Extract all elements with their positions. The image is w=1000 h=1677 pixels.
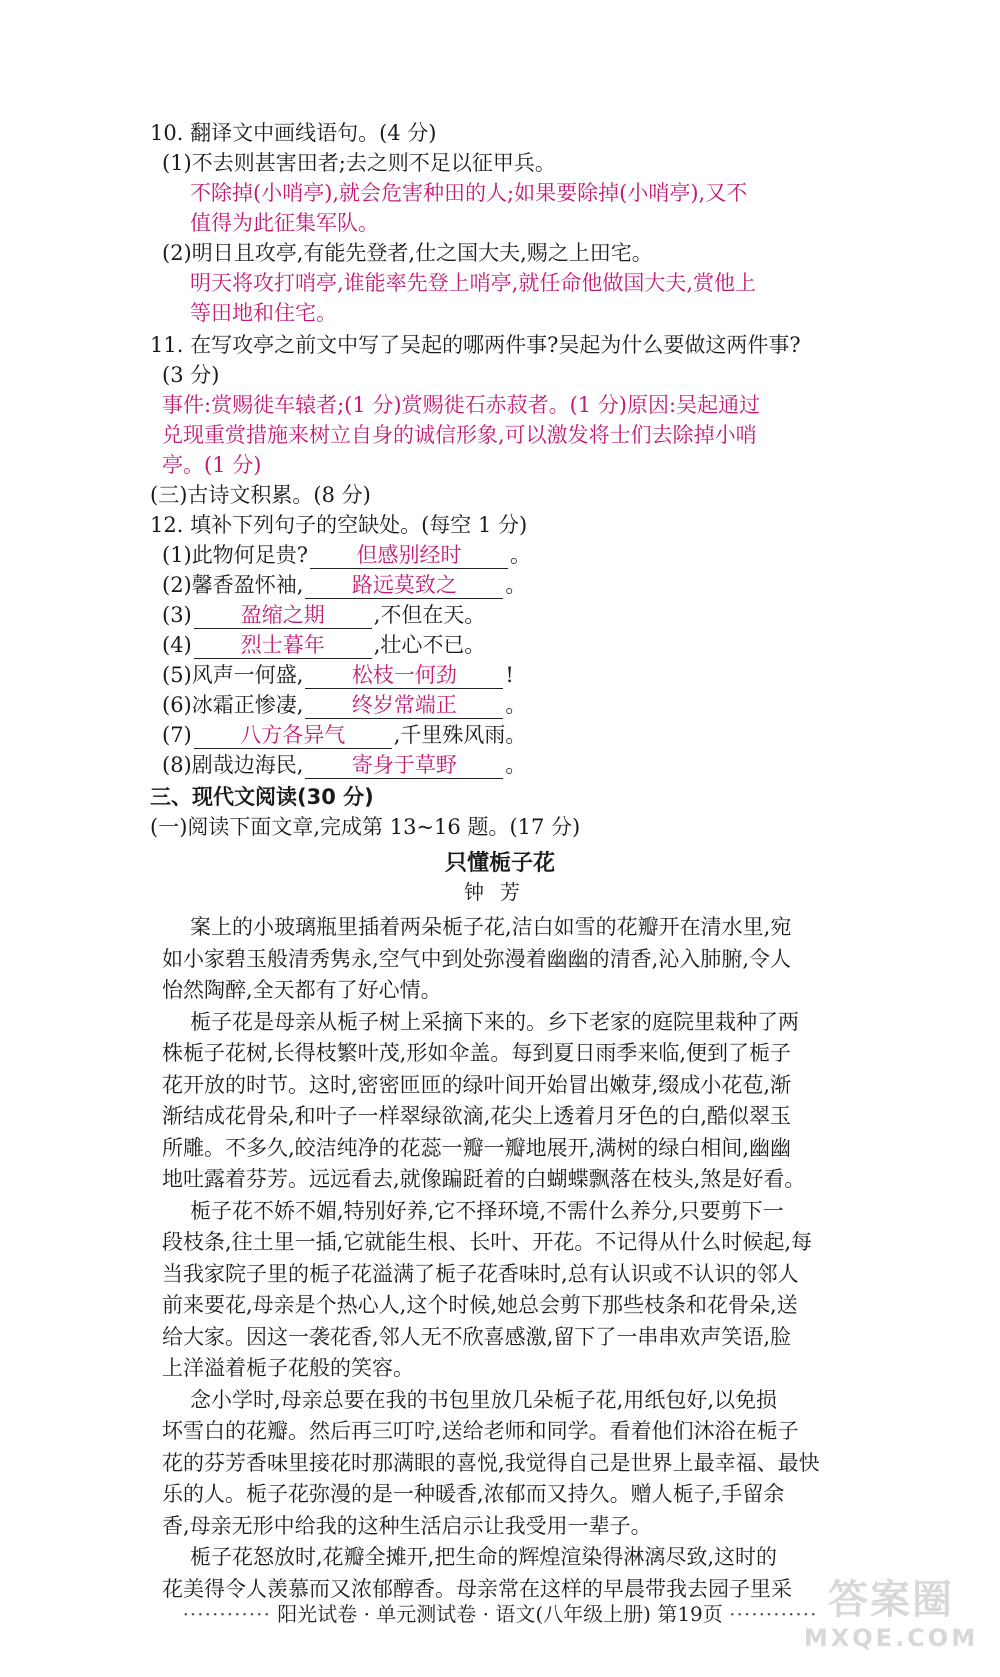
footer-dots: ············	[182, 1602, 271, 1626]
q11-answer-line-3: 亭。(1 分)	[162, 453, 262, 477]
article-line: 花美得令人羡慕而又浓郁醇香。母亲常在这样的早晨带我去园子里采	[162, 1576, 792, 1601]
q11-prompt-line-2: (3 分)	[162, 363, 220, 387]
article-line: 给大家。因这一袭花香,邻人无不欣喜感激,留下了一串串欢声笑语,脸	[162, 1324, 792, 1349]
article-author: 钟芳	[464, 880, 536, 904]
article-line: 株栀子花树,长得枝繁叶茂,形如伞盖。每到夏日雨季来临,便到了栀子	[162, 1041, 792, 1065]
q10-answer-2-line-2: 等田地和住宅。	[190, 301, 337, 325]
article-line: 花的芬芳香味里接花时那满眼的喜悦,我觉得自己是世界上最幸福、最快	[162, 1450, 820, 1475]
q12-item-prefix: (3)	[162, 603, 192, 627]
article-line: 念小学时,母亲总要在我的书包里放几朵栀子花,用纸包好,以免损	[190, 1387, 778, 1412]
q10-sentence-1: (1)不去则甚害田者;去之则不足以征甲兵。	[162, 151, 556, 175]
article-line: 栀子花是母亲从栀子树上采摘下来的。乡下老家的庭院里栽种了两	[190, 1009, 799, 1034]
fill-blank: 松枝一何劲	[305, 662, 503, 689]
article-line: 花开放的时节。这时,密密匝匝的绿叶间开始冒出嫩芽,缀成小花苞,渐	[162, 1072, 792, 1097]
q12-item	[162, 600, 485, 630]
article-line: 栀子花不娇不媚,特别好养,它不择环境,不需什么养分,只要剪下一	[190, 1198, 784, 1223]
article-line: 前来要花,母亲是个热心人,这个时候,她总会剪下那些枝条和花骨朵,送	[162, 1293, 798, 1317]
q12-item-suffix: 。	[505, 573, 527, 597]
footer-text: 阳光试卷 · 单元测试卷 · 语文(八年级上册) 第19页	[277, 1602, 723, 1626]
q12-item	[162, 570, 526, 600]
q12-item	[162, 540, 531, 570]
article-line: 地吐露着芬芳。远远看去,就像蹁跹着的白蝴蝶飘落在枝头,煞是好看。	[162, 1167, 806, 1191]
q10-prompt: 10. 翻译文中画线语句。(4 分)	[150, 121, 437, 145]
watermark-url: MXQE.COM	[803, 1624, 979, 1652]
q12-item-suffix: ,不但在天。	[373, 603, 486, 627]
q10-answer-1-line-2: 值得为此征集军队。	[190, 211, 379, 235]
article-line: 段枝条,往土里一插,它就能生根、长叶、开花。不记得从什么时候起,每	[162, 1230, 813, 1254]
article-line: 栀子花怒放时,花瓣全摊开,把生命的辉煌渲染得淋漓尽致,这时的	[190, 1545, 778, 1569]
q12-prompt: 12. 填补下列句子的空缺处。(每空 1 分)	[150, 513, 528, 537]
fill-blank: 路远莫致之	[305, 572, 503, 599]
article-line: 香,母亲无形中给我的这种生活启示让我受用一辈子。	[162, 1513, 652, 1538]
watermark-text: 答案圈	[828, 1577, 954, 1623]
q12-item	[162, 750, 526, 780]
fill-blank: 烈士暮年	[194, 632, 372, 659]
article-line: 渐结成花骨朵,和叶子一样翠绿欲滴,花尖上透着月牙色的白,酷似翠玉	[162, 1104, 792, 1128]
fill-blank: 但感别经时	[310, 542, 508, 569]
q12-item	[162, 720, 526, 750]
q12-item-suffix: 。	[505, 753, 527, 777]
q12-item-prefix: (8)剧哉边海民,	[162, 753, 304, 777]
q12-item-suffix: !	[505, 663, 514, 687]
article-line: 乐的人。栀子花弥漫的是一种暖香,浓郁而又持久。赠人栀子,手留余	[162, 1482, 785, 1506]
article-line: 上洋溢着栀子花般的笑容。	[162, 1356, 414, 1380]
q10-sentence-2: (2)明日且攻亭,有能先登者,仕之国大夫,赐之上田宅。	[162, 241, 653, 265]
q12-item-prefix: (1)此物何足贵?	[162, 543, 309, 567]
article-line: 坏雪白的花瓣。然后再三叮咛,送给老师和同学。看着他们沐浴在栀子	[162, 1419, 799, 1443]
q10-answer-1-line-1: 不除掉(小哨亭),就会危害种田的人;如果要除掉(小哨亭),又不	[190, 181, 748, 205]
part-heading: 三、现代文阅读(30 分)	[150, 785, 374, 809]
fill-blank: 八方各异气	[194, 722, 392, 749]
article-line: 如小家碧玉般清秀隽永,空气中到处弥漫着幽幽的清香,沁入肺腑,令人	[162, 946, 792, 971]
footer-dots: ············	[729, 1602, 818, 1626]
watermark-logo	[796, 1577, 986, 1667]
q11-answer-line-2: 兑现重赏措施来树立自身的诚信形象,可以激发将士们去除掉小哨	[162, 423, 757, 447]
q12-item	[162, 660, 514, 690]
q12-item-prefix: (7)	[162, 723, 192, 747]
q12-item	[162, 690, 526, 720]
article-line: 怡然陶醉,全天都有了好心情。	[162, 978, 442, 1002]
q12-item-suffix: 。	[510, 543, 532, 567]
fill-blank: 盈缩之期	[194, 602, 372, 629]
article-line: 案上的小玻璃瓶里插着两朵栀子花,洁白如雪的花瓣开在清水里,宛	[190, 915, 792, 939]
reading-intro: (一)阅读下面文章,完成第 13~16 题。(17 分)	[150, 815, 581, 839]
q12-item	[162, 630, 485, 660]
article-line: 当我家院子里的栀子花溢满了栀子花香味时,总有认识或不认识的邻人	[162, 1261, 799, 1286]
q12-item-prefix: (4)	[162, 633, 192, 657]
q11-prompt-line-1: 11. 在写攻亭之前文中写了吴起的哪两件事?吴起为什么要做这两件事?	[150, 333, 801, 357]
section-heading: (三)古诗文积累。(8 分)	[150, 483, 371, 507]
fill-blank: 终岁常端正	[305, 692, 503, 719]
article-line: 所雕。不多久,皎洁纯净的花蕊一瓣一瓣地展开,满树的绿白相间,幽幽	[162, 1135, 792, 1160]
fill-blank: 寄身于草野	[305, 752, 503, 779]
q12-item-suffix: ,壮心不已。	[373, 633, 486, 657]
q12-item-prefix: (2)馨香盈怀袖,	[162, 573, 304, 597]
q12-item-suffix: 。	[505, 693, 527, 717]
q10-answer-2-line-1: 明天将攻打哨亭,谁能率先登上哨亭,就任命他做国大夫,赏他上	[190, 271, 757, 295]
q12-item-prefix: (6)冰霜正惨凄,	[162, 693, 304, 717]
q12-item-prefix: (5)风声一何盛,	[162, 663, 304, 687]
article-title: 只懂栀子花	[444, 851, 555, 876]
q12-item-suffix: ,千里殊风雨。	[393, 723, 527, 747]
q11-answer-line-1: 事件:赏赐徙车辕者;(1 分)赏赐徙石赤菽者。(1 分)原因:吴起通过	[162, 393, 761, 417]
